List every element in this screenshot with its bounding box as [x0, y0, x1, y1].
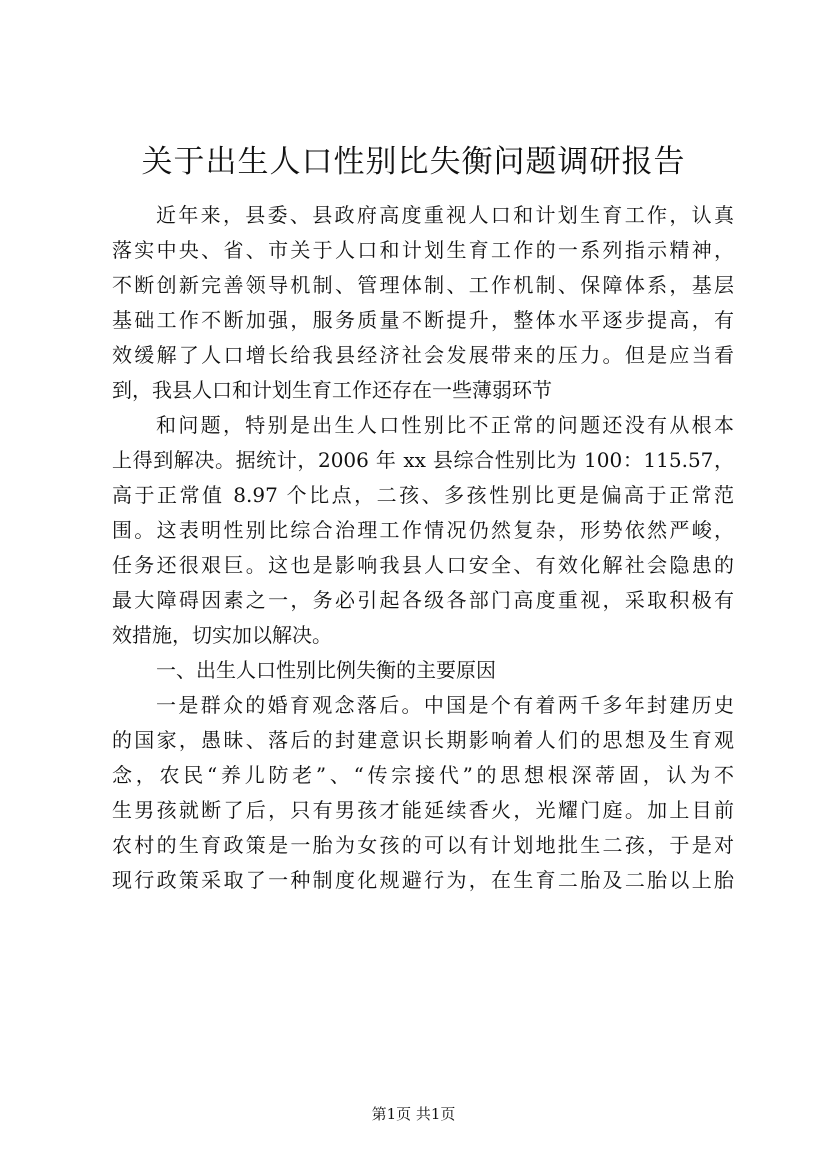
paragraph-line: 基础工作不断加强，服务质量不断提升，整体水平逐步提高，有: [112, 308, 734, 332]
paragraph-line: 和问题，特别是出生人口性别比不正常的问题还没有从根本: [156, 413, 734, 437]
paragraph-line: 到，我县人口和计划生育工作还存在一些薄弱环节: [112, 378, 552, 402]
paragraph-line: 任务还很艰巨。这也是影响我县人口安全、有效化解社会隐患的: [112, 553, 734, 577]
paragraph-line: 一是群众的婚育观念落后。中国是个有着两千多年封建历史: [156, 693, 734, 717]
paragraph-line: 上得到解决。据统计，2006 年 xx 县综合性别比为 100：115.57，: [112, 448, 734, 472]
section-heading: 一、出生人口性别比例失衡的主要原因: [156, 658, 496, 682]
paragraph-line: 的国家，愚昧、落后的封建意识长期影响着人们的思想及生育观: [112, 728, 734, 752]
paragraph-line: 现行政策采取了一种制度化规避行为，在生育二胎及二胎以上胎: [112, 868, 734, 892]
page-footer: 第1页 共1页: [371, 1105, 456, 1123]
paragraph-line: 念，农民“养儿防老”、“传宗接代”的思想根深蒂固，认为不: [112, 763, 734, 787]
paragraph-line: 落实中央、省、市关于人口和计划生育工作的一系列指示精神，: [112, 238, 734, 262]
paragraph-line: 效措施，切实加以解决。: [112, 623, 332, 647]
paragraph-line: 高于正常值 8.97 个比点，二孩、多孩性别比更是偏高于正常范: [112, 483, 734, 507]
paragraph-line: 最大障碍因素之一，务必引起各级各部门高度重视，采取积极有: [112, 588, 734, 612]
paragraph-line: 围。这表明性别比综合治理工作情况仍然复杂，形势依然严峻，: [112, 518, 734, 542]
paragraph-line: 农村的生育政策是一胎为女孩的可以有计划地批生二孩，于是对: [112, 833, 734, 857]
paragraph-line: 不断创新完善领导机制、管理体制、工作机制、保障体系，基层: [112, 273, 734, 297]
document-body: [112, 198, 734, 898]
document-title: 关于出生人口性别比失衡问题调研报告: [141, 144, 686, 180]
paragraph-line: 近年来，县委、县政府高度重视人口和计划生育工作，认真: [156, 203, 734, 227]
paragraph-line: 生男孩就断了后，只有男孩才能延续香火，光耀门庭。加上目前: [112, 798, 734, 822]
paragraph-line: 效缓解了人口增长给我县经济社会发展带来的压力。但是应当看: [112, 343, 734, 367]
